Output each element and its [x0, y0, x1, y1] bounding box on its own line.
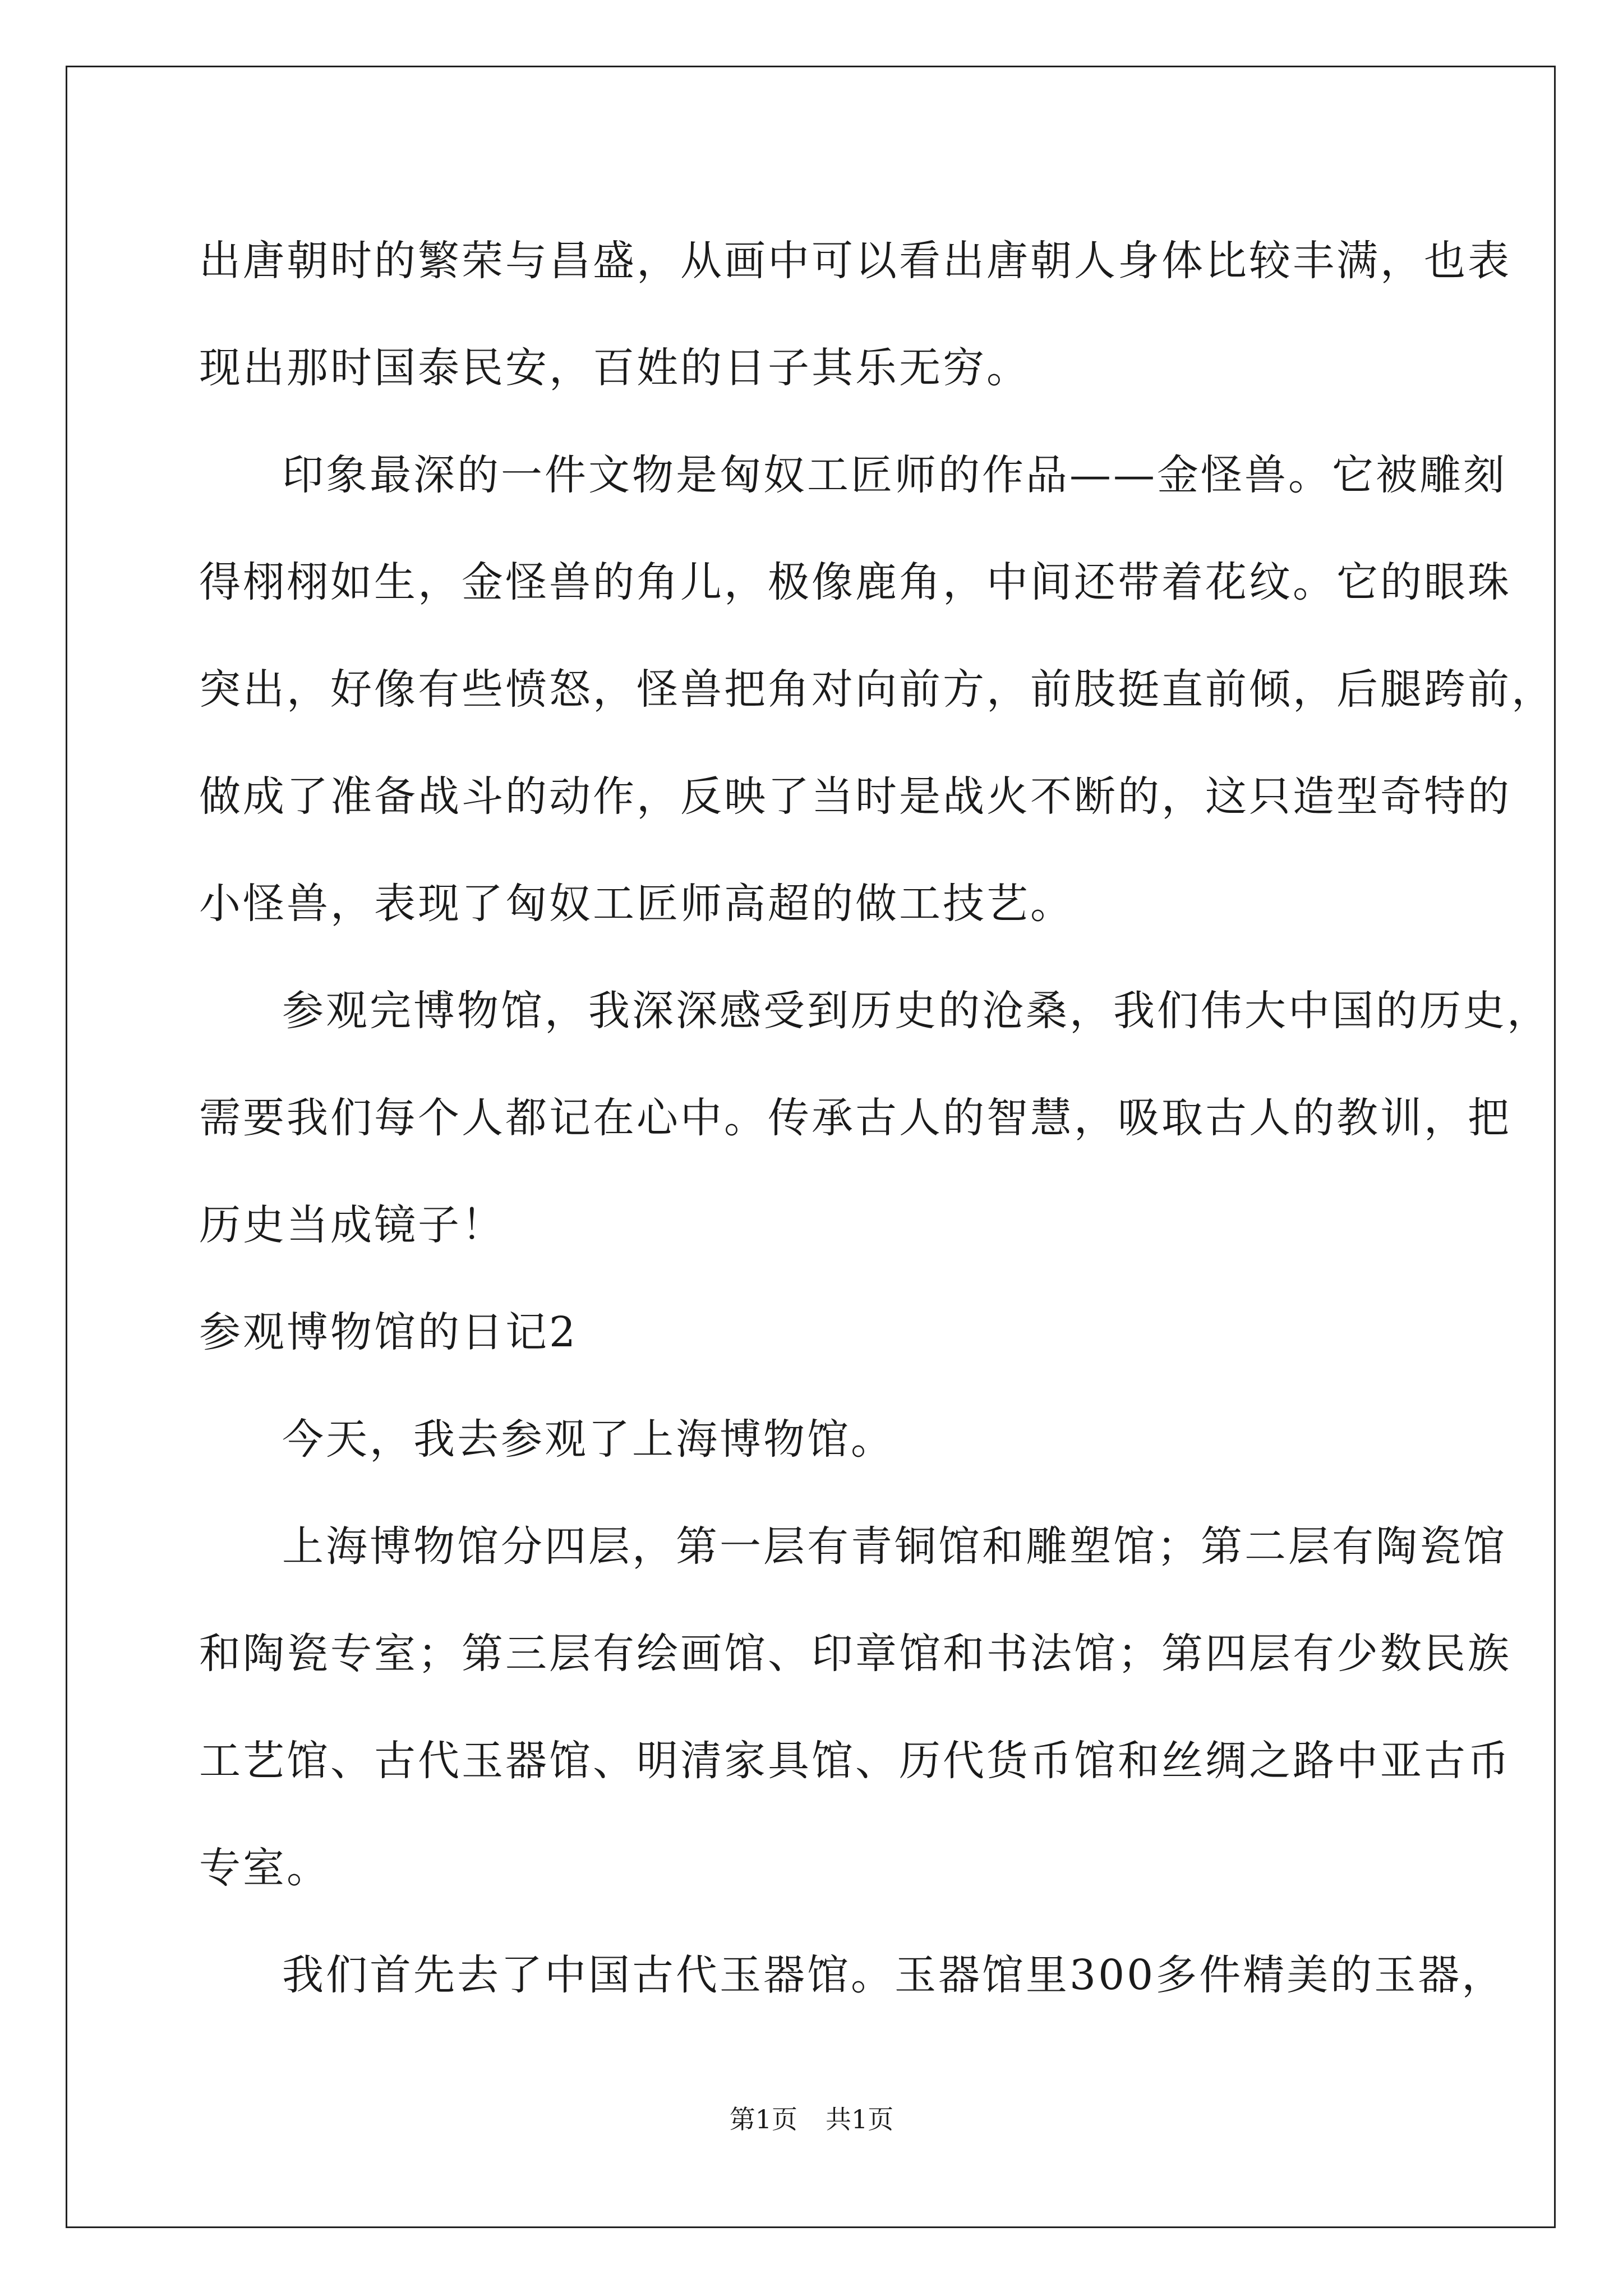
text-line: 印象最深的一件文物是匈奴工匠师的作品——金怪兽。它被雕刻 [282, 451, 1507, 499]
text-line: 上海博物馆分四层，第一层有青铜馆和雕塑馆；第二层有陶瓷馆 [282, 1522, 1507, 1571]
page-number: 第1页 [729, 2104, 797, 2134]
text-line: 工艺馆、古代玉器馆、明清家具馆、历代货币馆和丝绸之路中亚古币 [199, 1737, 1511, 1785]
text-line: 和陶瓷专室；第三层有绘画馆、印章馆和书法馆；第四层有少数民族 [199, 1630, 1511, 1678]
text-line: 突出，好像有些愤怒，怪兽把角对向前方，前肢挺直前倾，后腿跨前， [199, 665, 1555, 714]
page-total: 共1页 [826, 2104, 894, 2134]
text-line: 需要我们每个人都记在心中。传承古人的智慧，吸取古人的教训，把 [199, 1094, 1511, 1142]
text-line: 我们首先去了中国古代玉器馆。玉器馆里300多件精美的玉器， [282, 1951, 1506, 1999]
text-line: 做成了准备战斗的动作，反映了当时是战火不断的，这只造型奇特的 [199, 772, 1511, 821]
text-line: 历史当成镜子！ [199, 1201, 505, 1249]
text-line: 今天，我去参观了上海博物馆。 [282, 1415, 895, 1464]
text-line: 小怪兽，表现了匈奴工匠师高超的做工技艺。 [199, 880, 1074, 928]
text-line: 参观完博物馆，我深深感受到历史的沧桑，我们伟大中国的历史， [282, 987, 1551, 1035]
section-heading: 参观博物馆的日记2 [199, 1308, 578, 1356]
document-body [199, 208, 1555, 2029]
text-line: 现出那时国泰民安，百姓的日子其乐无穷。 [199, 344, 1030, 392]
text-line: 得栩栩如生，金怪兽的角儿，极像鹿角，中间还带着花纹。它的眼珠 [199, 558, 1511, 606]
text-line: 出唐朝时的繁荣与昌盛，从画中可以看出唐朝人身体比较丰满，也表 [199, 237, 1511, 285]
text-line: 专室。 [199, 1844, 330, 1892]
page-footer [0, 2099, 1623, 2136]
